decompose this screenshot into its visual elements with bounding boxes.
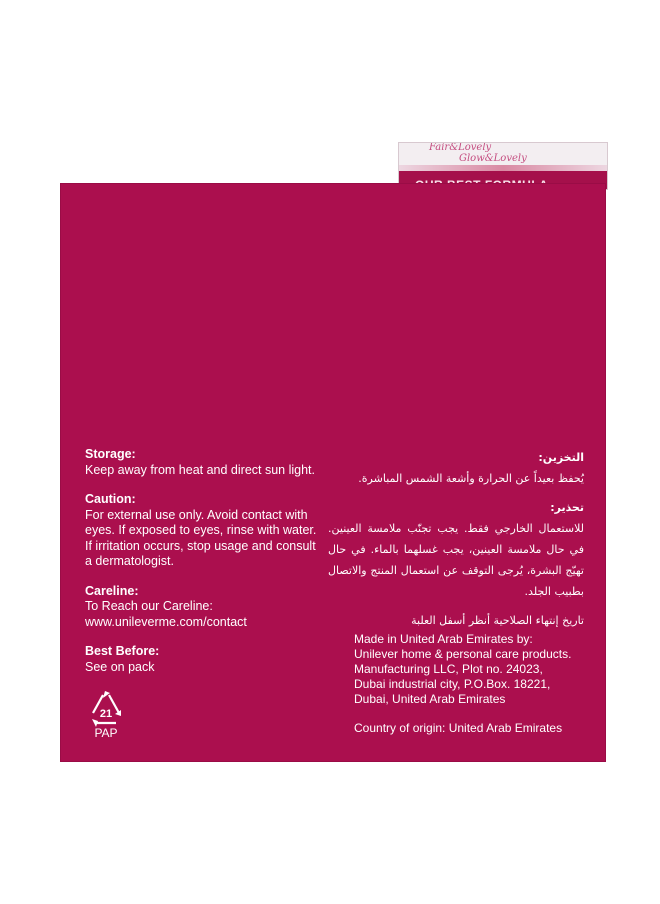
arabic-storage-text: يُحفظ بعيداً عن الحرارة وأشعة الشمس المباشرة. (358, 472, 584, 485)
arabic-storage-section (328, 447, 584, 489)
manufacturer-line: Dubai industrial city, P.O.Box. 18221, (354, 677, 551, 691)
best-before-section (85, 644, 325, 675)
brand-logo-secondary: Glow&Lovely (459, 153, 527, 164)
storage-heading: Storage: (85, 447, 136, 461)
careline-heading: Careline: (85, 583, 139, 598)
english-info-column (85, 447, 325, 689)
brand-logo: Fair&Lovely (429, 142, 492, 153)
recycle-label: PAP (94, 726, 118, 740)
manufacturer-line: Unilever home & personal care products. (354, 647, 572, 661)
arabic-caution-section (328, 497, 584, 602)
arabic-storage-heading: التخزين: (538, 451, 584, 464)
arabic-info-column (328, 447, 584, 639)
caution-text: For external use only. Avoid contact with eyes. If exposed to eyes, rinse with water. If irritation occurs, stop usage and consult a dermatologist. (85, 507, 317, 568)
careline-text: To Reach our Careline: (85, 599, 213, 613)
storage-section (85, 447, 325, 478)
arabic-expiry-text: تاريخ إنتهاء الصلاحية أنظر أسفل العلبة (411, 614, 584, 627)
careline-url: www.unileverme.com/contact (85, 614, 247, 629)
recycle-code: 21 (99, 708, 113, 720)
careline-section (85, 584, 325, 631)
pack-back-panel (60, 183, 606, 762)
best-before-text: See on pack (85, 659, 155, 674)
country-of-origin: Country of origin: United Arab Emirates (354, 721, 563, 735)
best-before-heading: Best Before: (85, 644, 160, 658)
arabic-caution-heading: تحذير: (550, 501, 584, 514)
manufacturer-line: Dubai, United Arab Emirates (354, 692, 506, 706)
caution-section (85, 492, 325, 570)
caution-heading: Caution: (85, 492, 136, 506)
manufacturer-line: Made in United Arab Emirates by: (354, 632, 533, 646)
manufacturer-line: Manufacturing LLC, Plot no. 24023, (354, 662, 543, 676)
manufacturer-info (354, 632, 584, 736)
storage-text: Keep away from heat and direct sun light. (85, 462, 315, 477)
arabic-caution-text: للاستعمال الخارجي فقط. يجب تجنّب ملامسة العينين. في حال ملامسة العينين، يجب غسلهما بالماء. في حال تهيّج البشرة، يُرجى التوقف عن استعمال المنتج والاتصال بطبيب الجلد. (328, 522, 584, 598)
